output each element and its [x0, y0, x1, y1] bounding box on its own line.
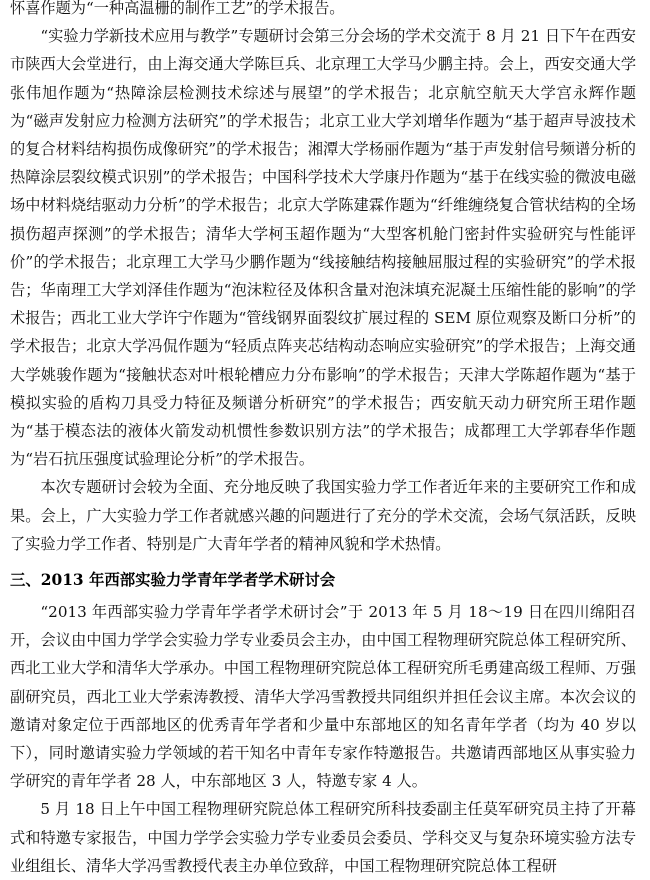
paragraph-workshop-intro: “2013 年西部实验力学青年学者学术研讨会”于 2013 年 5 月 18～19 日在四川绵阳召开，会议由中国力学学会实验力学专业委员会主办，由中国工程物理研究院总体工程研究所、西北工业大学和清华大学承办。中国工程物理研究院总体工程研究所毛勇建高级工程师、万强副研究员，西北工业大学索涛教授、清华大学冯雪教授共同组织并担任会议主席。本次会议的邀请对象定位于西部地区的优秀青年学者和少量中东部地区的知名青年学者（均为 40 岁以下），同时邀请实验力学领域的若干知名中青年专家作特邀报告。共邀请西部地区从事实验力学研究的青年学者 28 人，中东部地区 3 人，特邀专家 4 人。 — [10, 603, 636, 791]
section-heading: 三、2013 年西部实验力学青年学者学术研讨会 — [10, 571, 336, 590]
paragraph-opening: 5 月 18 日上午中国工程物理研究院总体工程研究所科技委副主任莫军研究员主持了开幕式和特邀专家报告，中国力学学会实验力学专业委员会委员、学科交叉与复杂环境实验方法专业组组长、清华大学冯雪教授代表主办单位致辞，中国工程物理研究院总体工程研 — [10, 800, 636, 875]
paragraph-summary: 本次专题研讨会较为全面、充分地反映了我国实验力学工作者近年来的主要研究工作和成果。会上，广大实验力学工作者就感兴趣的问题进行了充分的学术交流，会场气氛活跃，反映了实验力学工作者、特别是广大青年学者的精神风貌和学术热情。 — [10, 478, 636, 553]
paragraph-continuation: 怀喜作题为“一种高温栅的制作工艺”的学术报告。 — [10, 0, 345, 17]
paragraph-session-three: “实验力学新技术应用与教学”专题研讨会第三分会场的学术交流于 8 月 21 日下午在西安市陕西大会堂进行，由上海交通大学陈巨兵、北京理工大学马少鹏主持。会上，西安交通大学张伟旭作题为“热障涂层检测技术综述与展望”的学术报告；北京航空航天大学宫永辉作题为“磁声发射应力检测方法研究”的学术报告；北京工业大学刘增华作题为“基于超声导波技术的复合材料结构损伤成像研究”的学术报告；湘潭大学杨丽作题为“基于声发射信号频谱分析的热障涂层裂纹模式识别”的学术报告；中国科学技术大学康丹作题为“基于在线实验的微波电磁场中材料烧结驱动力分析”的学术报告；北京大学陈建霖作题为“纤维缠绕复合管状结构的全场损伤超声探测”的学术报告；清华大学柯玉超作题为“大型客机舱门密封件实验研究与性能评价”的学术报告；北京理工大学马少鹏作题为“线接触结构接触屈服过程的实验研究”的学术报告；华南理工大学刘泽佳作题为“泡沫粒径及体积含量对泡沫填充泥凝土压缩性能的影响”的学术报告；西北工业大学许宁作题为“管线钢界面裂纹扩展过程的 SEM 原位观察及断口分析”的学术报告；北京大学冯侃作题为“轻质点阵夹芯结构动态响应实验研究”的学术报告；上海交通大学姚骏作题为“接触状态对叶根轮槽应力分布影响”的学术报告；天津大学陈超作题为“基于模拟实验的盾构刀具受力特征及频谱分析研究”的学术报告；西安航天动力研究所王珺作题为“基于模态法的液体火箭发动机惯性参数识别方法”的学术报告；成都理工大学郭春华作题为“岩石抗压强度试验理论分析”的学术报告。 — [10, 27, 636, 469]
